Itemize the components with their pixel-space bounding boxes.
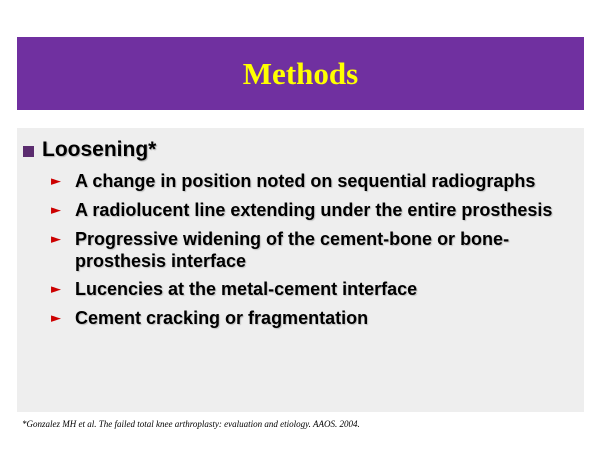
sub-bullet-item xyxy=(51,307,576,330)
sub-bullet-item xyxy=(51,278,576,301)
slide-title: Methods xyxy=(242,55,359,91)
right-triangle-arrow-icon: ► xyxy=(51,174,61,189)
sub-bullet-item xyxy=(51,170,576,193)
sub-bullet-text: Lucencies at the metal-cement interface xyxy=(75,279,418,299)
sub-bullet-item xyxy=(51,199,576,222)
sub-bullet-text: Cement cracking or fragmentation xyxy=(75,308,369,328)
right-triangle-arrow-icon: ► xyxy=(51,232,61,247)
sub-bullet-item xyxy=(51,228,576,272)
right-triangle-arrow-icon: ► xyxy=(51,282,61,297)
right-triangle-arrow-icon: ► xyxy=(51,203,61,218)
main-bullet xyxy=(23,138,156,162)
sub-bullet-text: Progressive widening of the cement-bone or bone-prosthesis interface xyxy=(75,229,510,271)
sub-bullet-text: A change in position noted on sequential radiographs xyxy=(75,171,536,191)
footnote: *Gonzalez MH et al. The failed total knee arthroplasty: evaluation and etiology. AAOS. 2004. xyxy=(22,419,360,429)
title-bar xyxy=(17,37,584,110)
sub-bullet-text: A radiolucent line extending under the entire prosthesis xyxy=(75,200,553,220)
right-triangle-arrow-icon: ► xyxy=(51,311,61,326)
square-bullet-icon xyxy=(23,146,34,157)
content-box xyxy=(17,128,584,412)
main-bullet-text: Loosening* xyxy=(42,138,157,161)
sub-bullet-list xyxy=(51,170,576,336)
